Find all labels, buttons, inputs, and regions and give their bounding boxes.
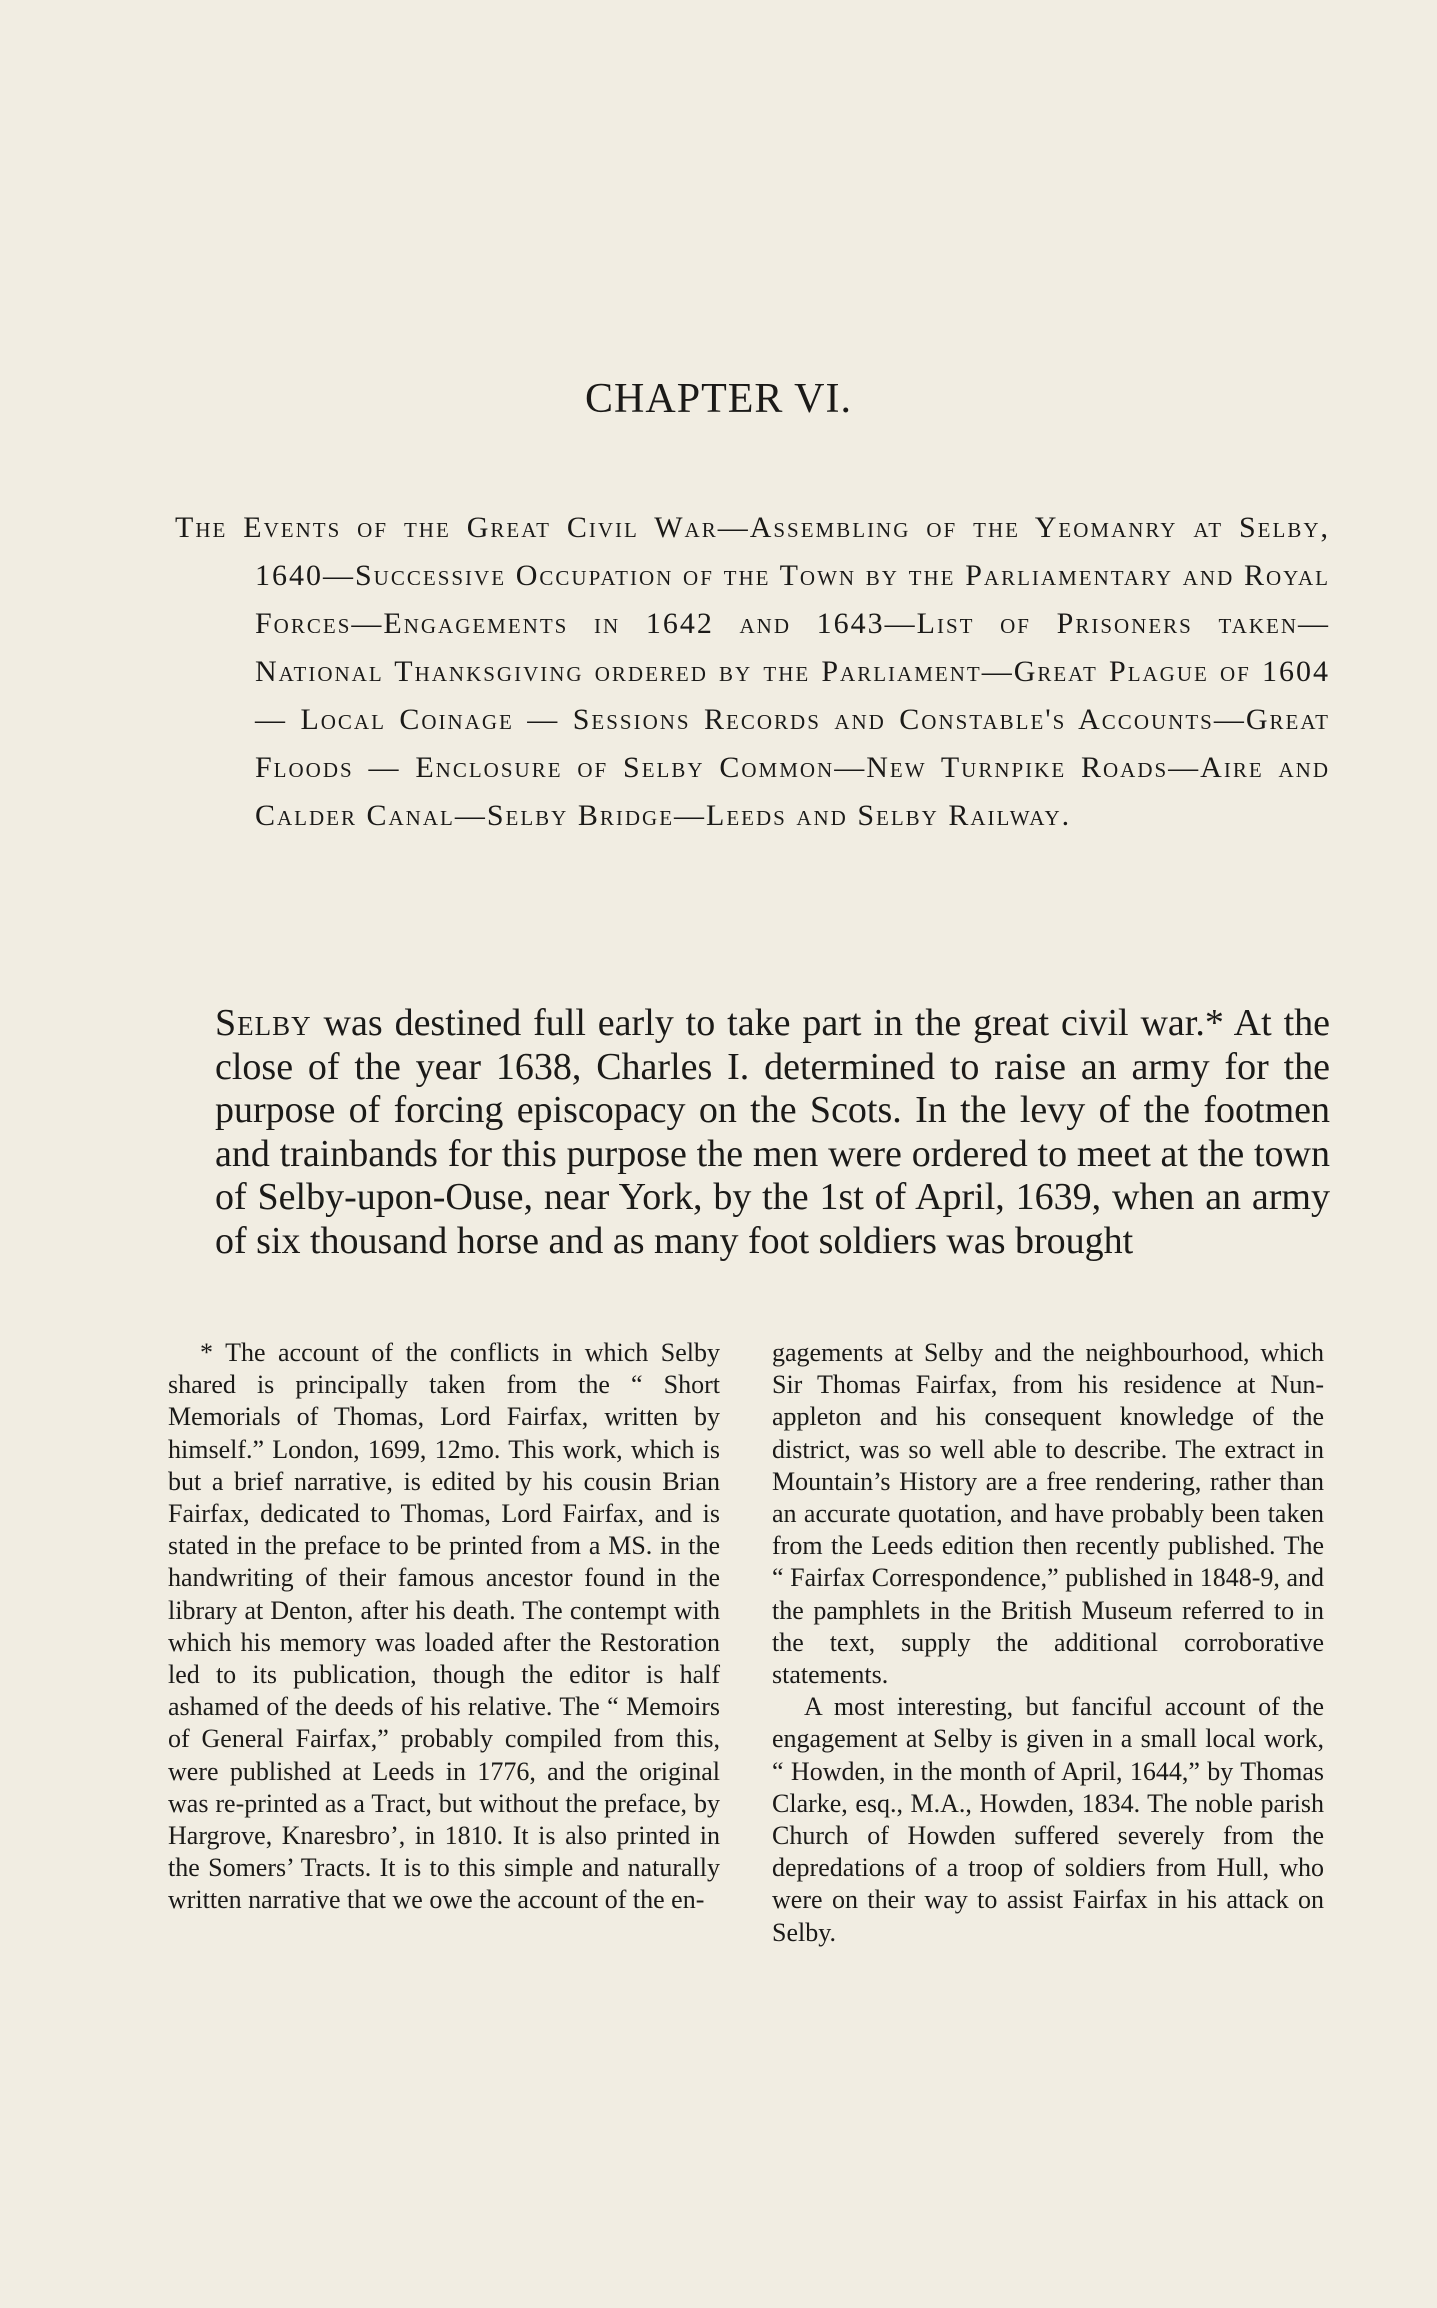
footnote-column-right <box>772 1337 1324 1949</box>
chapter-title: CHAPTER VI. <box>585 376 852 422</box>
body-paragraph <box>215 1002 1330 1263</box>
footnote-column-left <box>168 1337 720 1949</box>
footnote-paragraph: * The account of the conflicts in which Selby shared is principally taken from the “ Short Memorials of Thomas, Lord Fairfax, written by himself.” London, 1699, 12mo. This work, which is but a brief narrative, is edited by his cousin Brian Fairfax, dedicated to Thomas, Lord Fairfax, and is stated in the preface to be printed from a MS. in the handwriting of their famous ancestor found in the library at Denton, after his death. The contempt with which his memory was loaded after the Restoration led to its publication, though the editor is half ashamed of the deeds of his relative. The “ Memoirs of General Fairfax,” probably compiled from this, were published at Leeds in 1776, and the original was re-printed as a Tract, but without the preface, by Hargrove, Knaresbro’, in 1810. It is also printed in the Somers’ Tracts. It is to this simple and naturally written narrative that we owe the account of the en- <box>168 1338 720 1915</box>
body-text: was destined full early to take part in the great civil war.* At the close of the year 1638, Charles I. determined to raise an army for the purpose of forcing episcopacy on the Scots. In the levy of the footmen and trainbands for this purpose the men were ordered to meet at the town of Selby-upon-Ouse, near York, by the 1st of April, 1639, when an army of six thousand horse and as many foot soldiers was brought <box>215 1002 1330 1262</box>
chapter-synopsis: The Events of the Great Civil War—Assembling of the Yeomanry at Selby, 1640—Successive Occupation of the Town by the Parliamentary and Royal Forces—Engagements in 1642 and 1643—List of Prisoners taken—National Thanksgiving ordered by the Parliament—Great Plague of 1604 — Local Coinage — Sessions Records and Constable's Accounts—Great Floods — Enclosure of Selby Common—New Turnpike Roads—Aire and Calder Canal—Selby Bridge—Leeds and Selby Railway. <box>175 511 1330 832</box>
show-through-decoration <box>180 95 1340 147</box>
footnote-paragraph-continued: gagements at Selby and the neighbourhood, which Sir Thomas Fairfax, from his residence at Nun-appleton and his consequent knowledge of the district, was so well able to describe. The extract in Mountain’s History are a free rendering, rather than an accurate quotation, and have probably been taken from the Leeds edition then recently published. The “ Fairfax Correspondence,” published in 1848-9, and the pamphlets in the British Museum referred to in the text, supply the additional corroborative statements. <box>772 1338 1324 1690</box>
body-lead-word: Selby <box>215 1002 312 1044</box>
footnotes <box>168 1337 1324 1949</box>
footnote-paragraph: A most interesting, but fanciful account of the engagement at Selby is given in a small local work, “ Howden, in the month of April, 1644,” by Thomas Clarke, esq., M.A., Howden, 1834. The noble parish Church of Howden suffered severely from the depredations of a troop of soldiers from Hull, who were on their way to assist Fairfax in his attack on Selby. <box>772 1692 1324 1947</box>
